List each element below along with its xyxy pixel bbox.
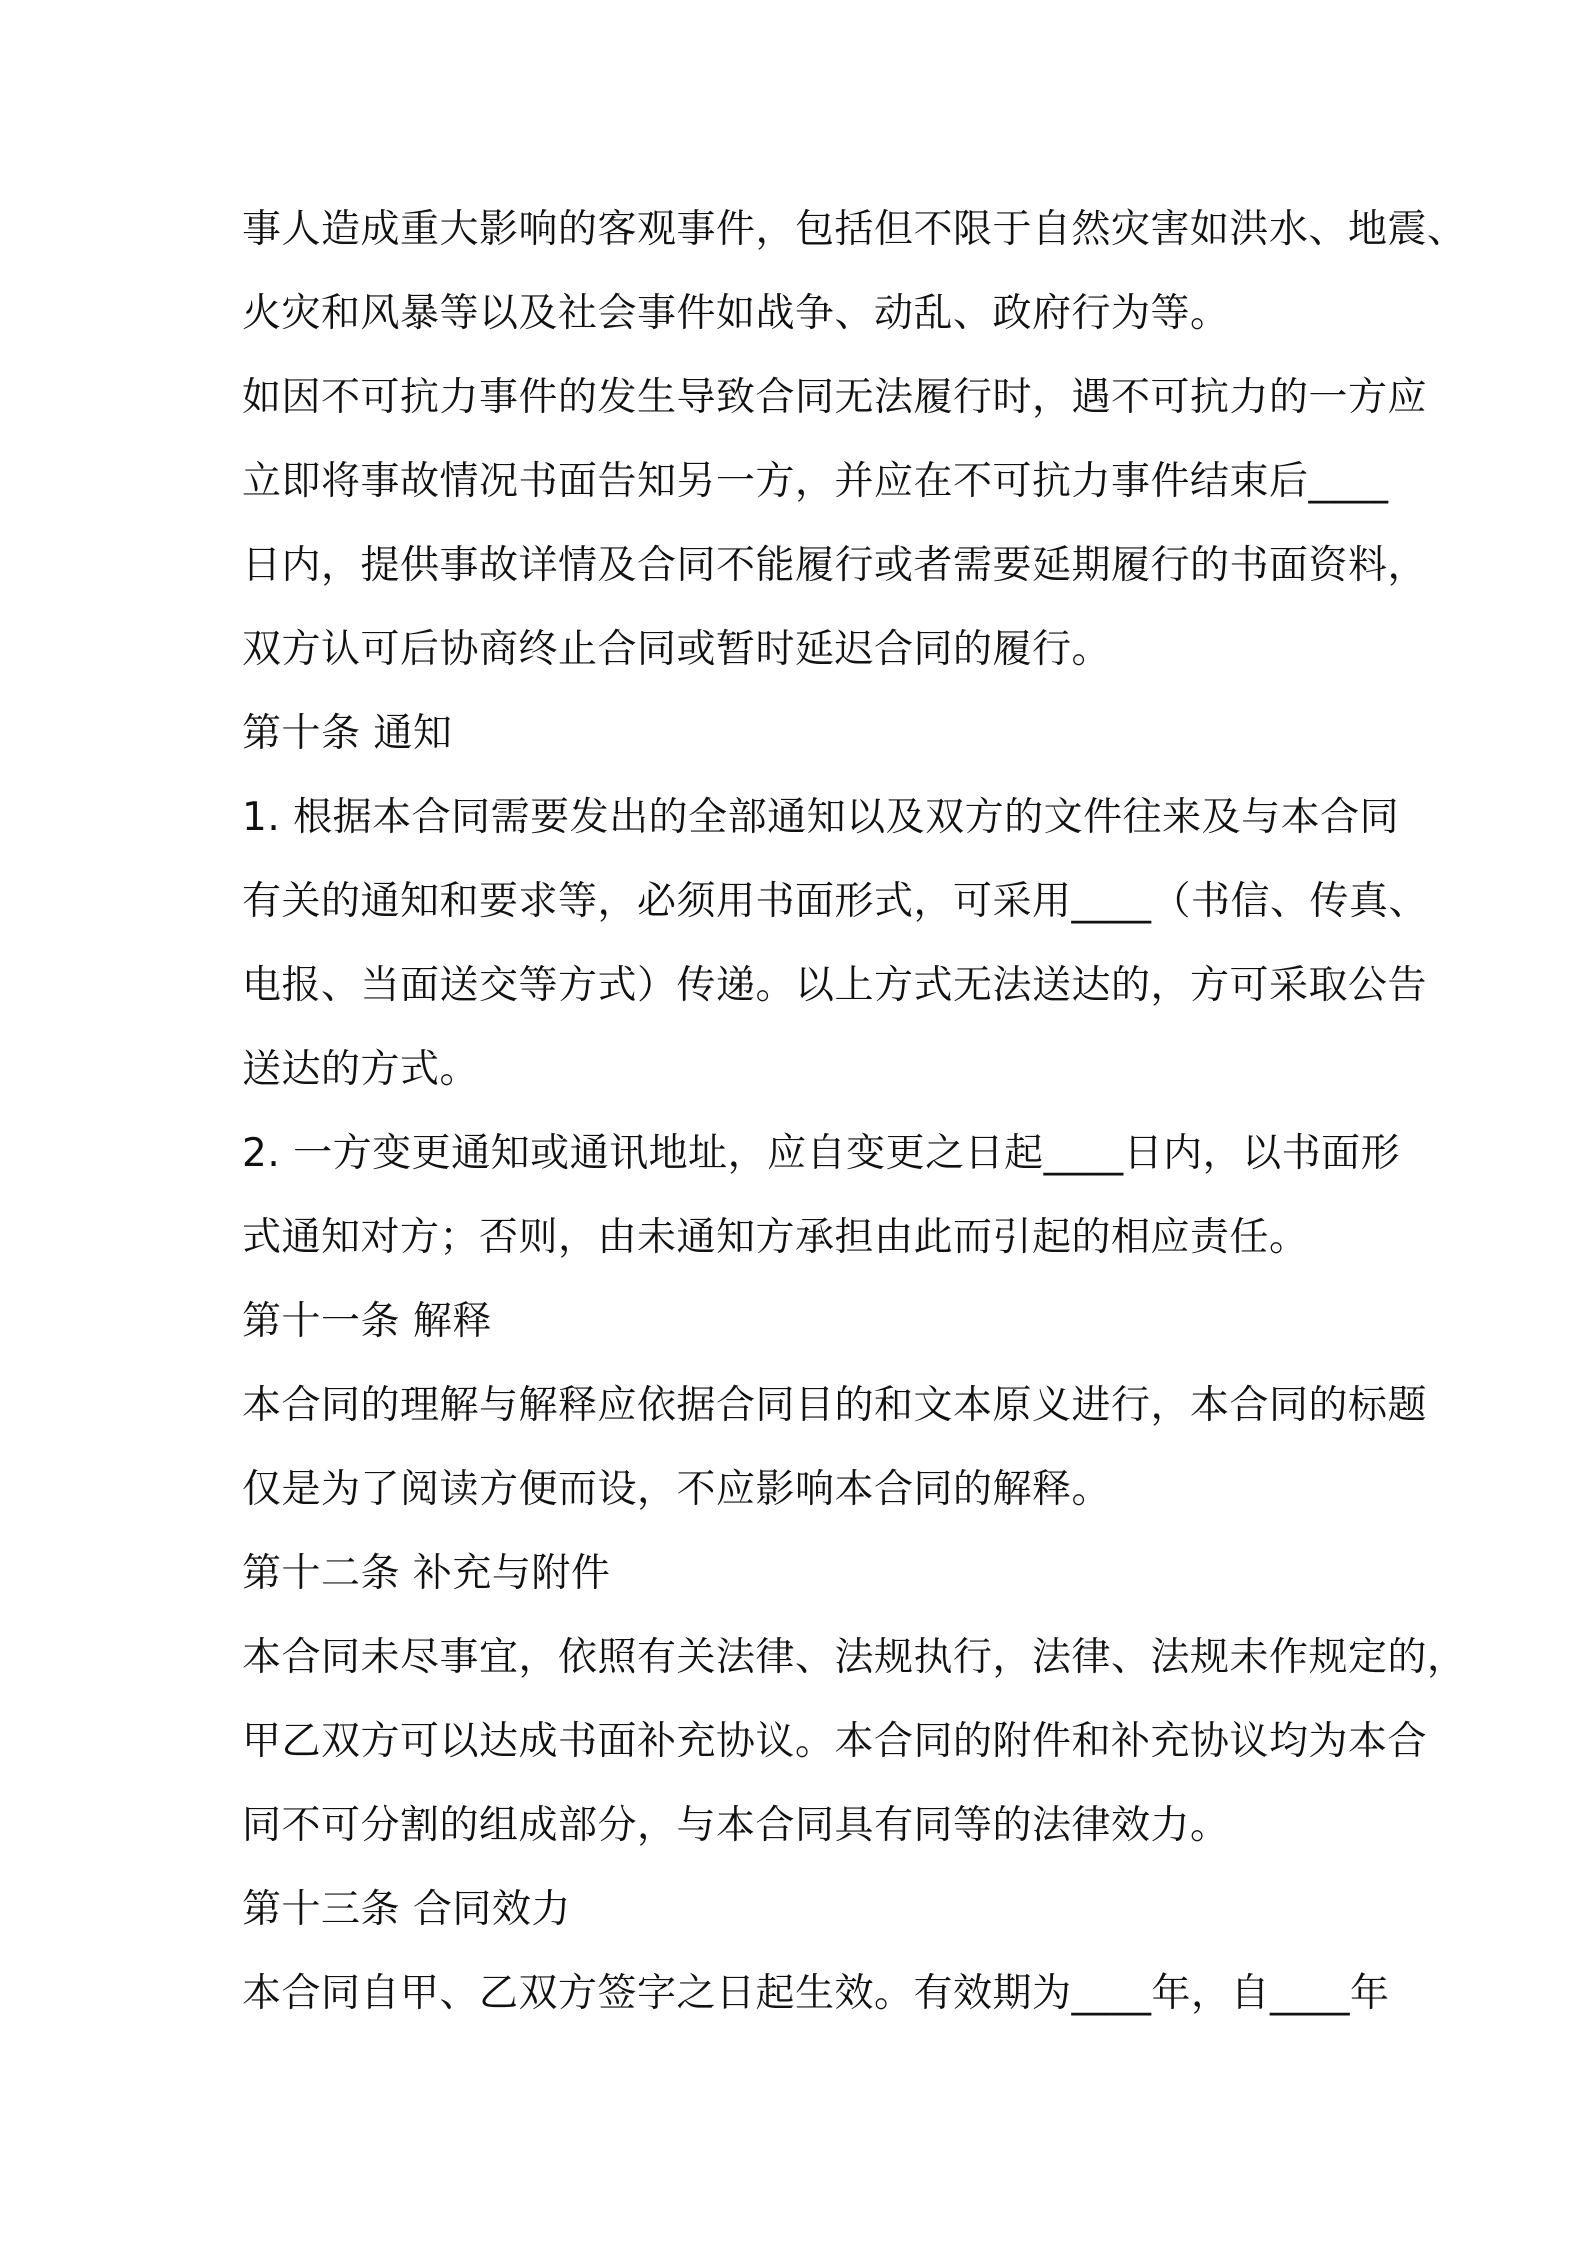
body-text-line: 甲乙双方可以达成书面补充协议。本合同的附件和补充协议均为本合: [242, 1719, 1428, 1764]
body-text-line: 本合同自甲、乙双方签字之日起生效。有效期为____年，自____年: [242, 1971, 1390, 2016]
body-text-line: 立即将事故情况书面告知另一方，并应在不可抗力事件结束后____: [242, 459, 1389, 504]
section-heading-notice: 第十条 通知: [242, 711, 453, 756]
body-text-line: 事人造成重大影响的客观事件，包括但不限于自然灾害如洪水、地震、: [242, 207, 1467, 252]
body-text-line: 送达的方式。: [242, 1047, 480, 1092]
body-text-line: 电报、当面送交等方式）传递。以上方式无法送达的，方可采取公告: [242, 963, 1428, 1008]
body-text-line: 1. 根据本合同需要发出的全部通知以及双方的文件往来及与本合同: [242, 795, 1400, 840]
body-text-line: 同不可分割的组成部分，与本合同具有同等的法律效力。: [242, 1803, 1230, 1848]
body-text-line: 有关的通知和要求等，必须用书面形式，可采用____（书信、传真、: [242, 879, 1429, 924]
section-heading-interpretation: 第十一条 解释: [242, 1299, 492, 1344]
section-heading-supplements: 第十二条 补充与附件: [242, 1551, 611, 1596]
body-text-line: 双方认可后协商终止合同或暂时延迟合同的履行。: [242, 627, 1112, 672]
body-text-line: 2. 一方变更通知或通讯地址，应自变更之日起____日内，以书面形: [242, 1131, 1401, 1176]
body-text-line: 式通知对方；否则，由未通知方承担由此而引起的相应责任。: [242, 1215, 1309, 1260]
body-text-line: 本合同的理解与解释应依据合同目的和文本原义进行，本合同的标题: [242, 1383, 1428, 1428]
body-text-line: 日内，提供事故详情及合同不能履行或者需要延期履行的书面资料，: [242, 543, 1428, 588]
body-text-line: 本合同未尽事宜，依照有关法律、法规执行，法律、法规未作规定的，: [242, 1635, 1467, 1680]
body-text-line: 如因不可抗力事件的发生导致合同无法履行时，遇不可抗力的一方应: [242, 375, 1428, 420]
body-text-line: 火灾和风暴等以及社会事件如战争、动乱、政府行为等。: [242, 291, 1230, 336]
body-text-line: 仅是为了阅读方便而设，不应影响本合同的解释。: [242, 1467, 1112, 1512]
section-heading-validity: 第十三条 合同效力: [242, 1887, 571, 1932]
